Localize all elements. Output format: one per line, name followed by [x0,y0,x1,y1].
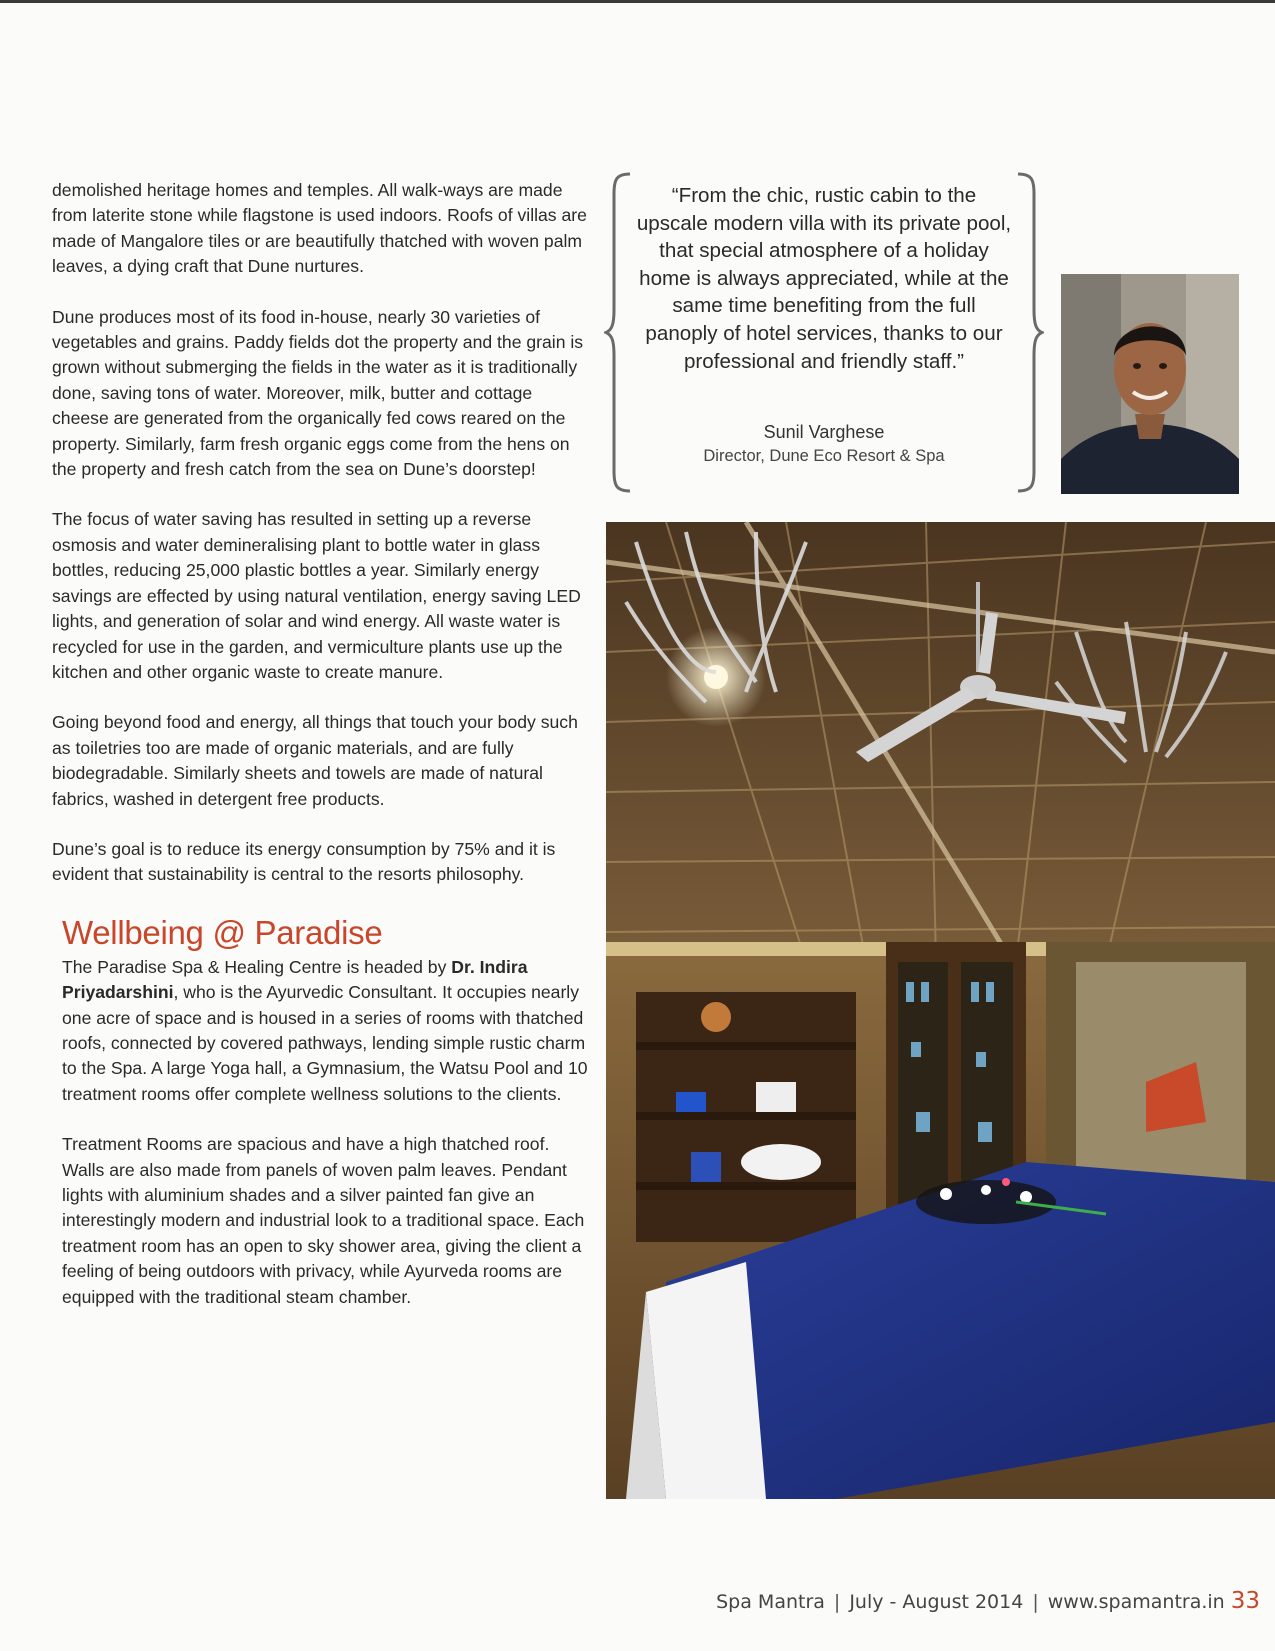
article-paragraph-4: Going beyond food and energy, all things that touch your body such as toiletries too are made of organic materials, and are fully biodegradable. Similarly sheets and towels are made of natural fabrics, washed in detergent free products. [52,712,578,809]
quote-author-role: Director, Dune Eco Resort & Spa [703,447,945,465]
page-footer [700,1588,1260,1624]
website-link[interactable]: www.spamantra.in [1047,1591,1225,1613]
p6-start: The Paradise Spa & Healing Centre is headed by [62,956,452,977]
pull-quote [604,170,1044,495]
p6-end: , who is the Ayurvedic Consultant. It occupies nearly one acre of space and is housed in a series of rooms with thatched roofs, connected by covered pathways, lending simple rustic charm to the Spa. A large Yoga hall, a Gymnasium, the Watsu Pool and 10 treatment rooms offer complete wellness solutions to the clients. [62,982,588,1104]
footer-separator: | [833,1591,841,1613]
article-paragraph-7: Treatment Rooms are spacious and have a high thatched roof. Walls are also made from panels of woven palm leaves. Pendant lights with aluminium shades and a silver painted fan give an interestingly modern and industrial look to a traditional space. Each treatment room has an open to sky shower area, giving the client a feeling of being outdoors with privacy, while Ayurveda rooms are equipped with the traditional steam chamber. [62,1134,585,1307]
page-number: 33 [1230,1588,1260,1614]
issue-date: July - August 2014 [849,1591,1024,1613]
article-paragraph-6 [62,955,592,1107]
spa-treatment-room-photo [606,522,1275,1499]
left-brace-icon [604,170,634,495]
article-paragraph-2: Dune produces most of its food in-house, nearly 30 varieties of vegetables and grains. Paddy fields dot the property and the grain is grown without submerging the fields in the water as it is traditionally done, saving tons of water. Moreover, milk, butter and cottage cheese are generated from the organically fed cows reared on the property. Similarly, farm fresh organic eggs come from the hens on the property and fresh catch from the sea on Dune’s doorstep! [52,306,584,480]
treatment-room-illustration [606,522,1275,1499]
article-paragraph-5: Dune’s goal is to reduce its energy consumption by 75% and it is evident that sustainability is central to the resorts philosophy. [52,838,556,885]
section-heading: Wellbeing @ Paradise [62,913,383,951]
article-paragraph-3: The focus of water saving has resulted in setting up a reverse osmosis and water demineralising plant to bottle water in glass bottles, reducing 25,000 plastic bottles a year. Similarly energy savings are effected by using natural ventilation, energy saving LED lights, and generation of solar and wind energy. All waste water is recycled for use in the garden, and vermiculture plants use up the kitchen and other organic waste to create manure. [52,509,581,682]
footer-separator: | [1032,1591,1039,1613]
person-icon [1061,274,1239,494]
article-column [52,178,592,1335]
article-paragraph-1: demolished heritage homes and temples. All walk-ways are made from laterite stone while flagstone is used indoors. Roofs of villas are made of Mangalore tiles or are beautifully thatched with woven palm leaves, a dying craft that Dune nurtures. [52,180,587,277]
magazine-name: Spa Mantra [716,1591,825,1613]
quote-author: Sunil Varghese [763,422,885,442]
consultant-name: Dr. Indira Priyadarshini [62,956,528,1003]
portrait-photo [1061,274,1239,494]
top-rule [0,0,1275,3]
quote-text: “From the chic, rustic cabin to the upscale modern villa with its private pool, that special atmosphere of a holiday home is always appreciated, while at the same time benefiting from the full panoply of hotel services, thanks to our professional and friendly staff.” [636,184,1012,373]
right-brace-icon [1014,170,1044,495]
